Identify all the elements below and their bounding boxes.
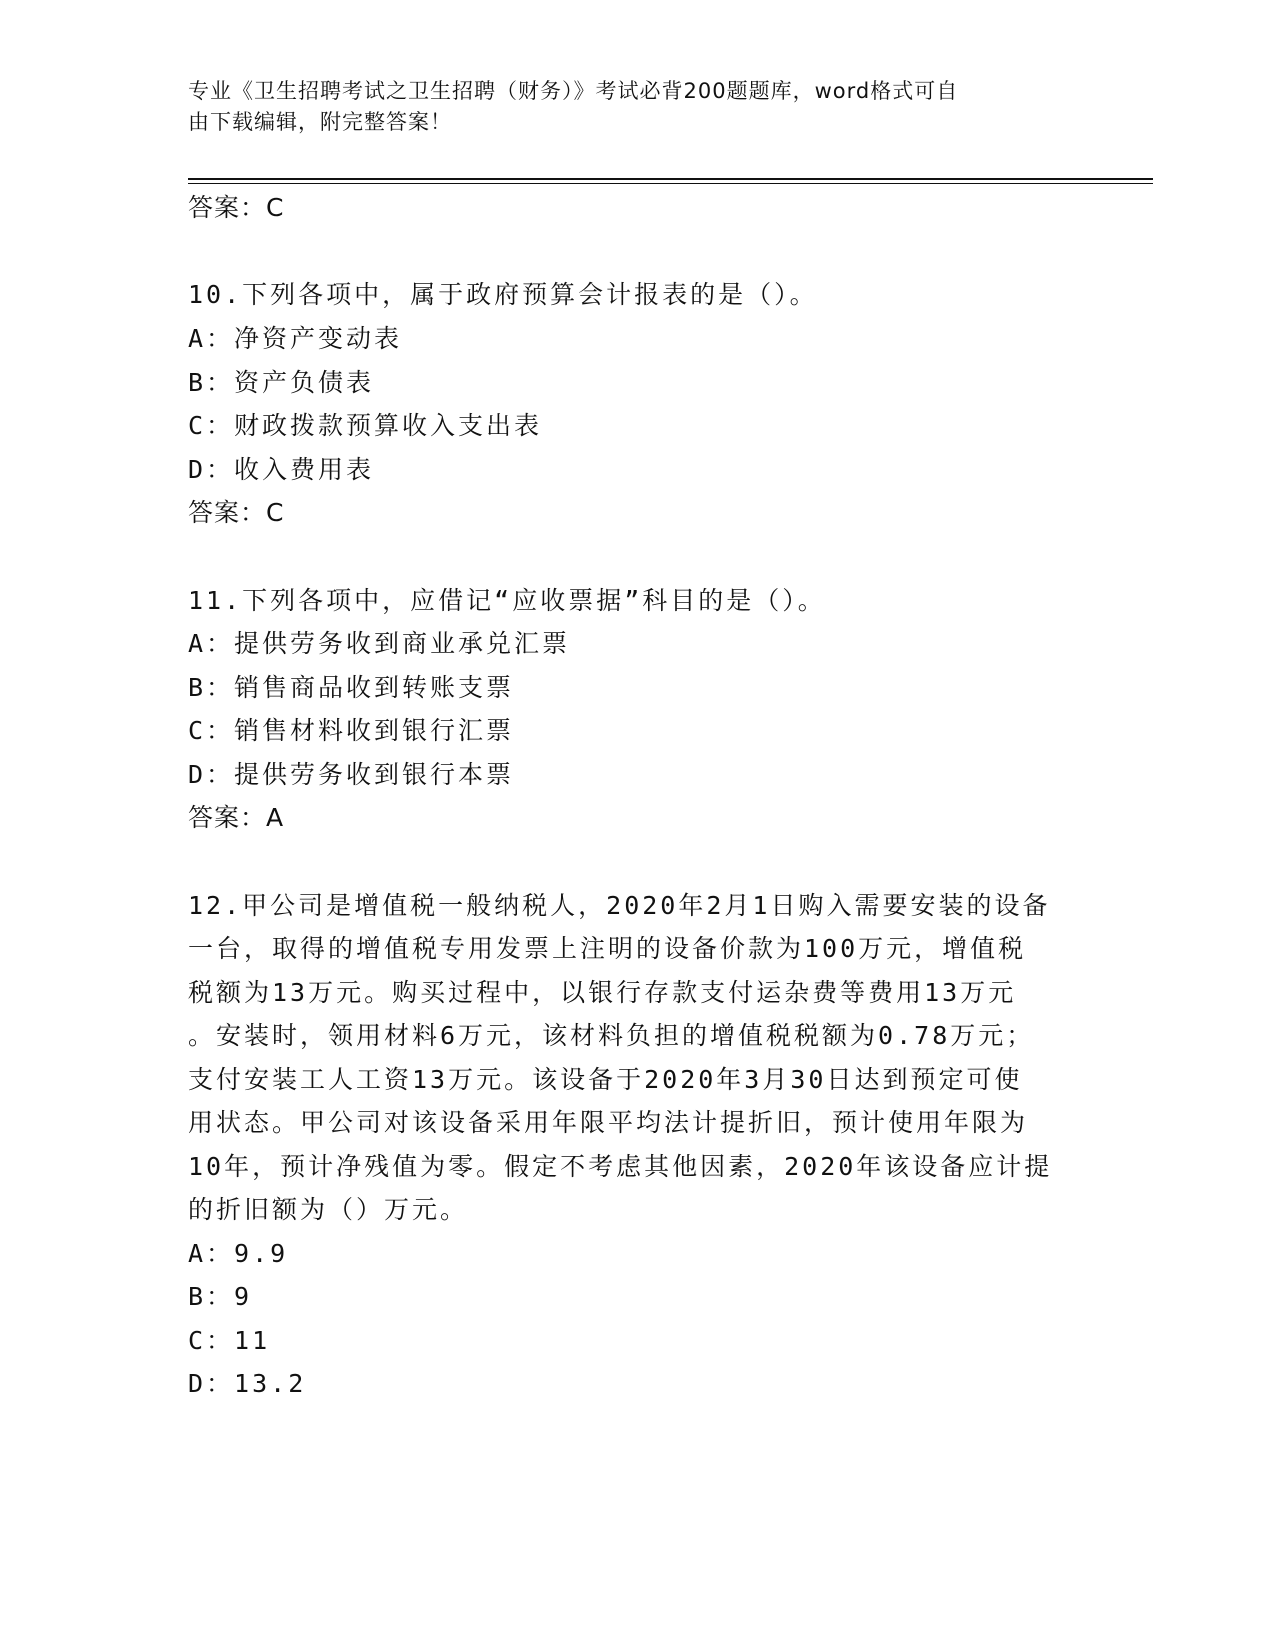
question-12-stem-line-4: 。安装时，领用材料6万元，该材料负担的增值税税额为0.78万元； bbox=[188, 1021, 1035, 1050]
question-10-option-a: A：净资产变动表 bbox=[188, 324, 403, 353]
question-10-option-c: C：财政拨款预算收入支出表 bbox=[188, 411, 543, 440]
header-line-2: 由下载编辑，附完整答案！ bbox=[188, 110, 452, 134]
question-11-option-b: B：销售商品收到转账支票 bbox=[188, 673, 515, 702]
question-12-option-b: B：9 bbox=[188, 1282, 253, 1311]
header-rule-thick bbox=[188, 178, 1153, 180]
question-11-option-d: D：提供劳务收到银行本票 bbox=[188, 760, 515, 789]
question-10-answer: 答案：C bbox=[188, 498, 285, 527]
question-12-stem-line-5: 支付安装工人工资13万元。该设备于2020年3月30日达到预定可使 bbox=[188, 1065, 1023, 1094]
question-10-stem: 10.下列各项中，属于政府预算会计报表的是（）。 bbox=[188, 280, 818, 309]
question-12-stem-line-6: 用状态。甲公司对该设备采用年限平均法计提折旧，预计使用年限为 bbox=[188, 1108, 1029, 1137]
question-12-option-a: A：9.9 bbox=[188, 1239, 289, 1268]
question-12-stem-line-7: 10年，预计净残值为零。假定不考虑其他因素，2020年该设备应计提 bbox=[188, 1152, 1053, 1181]
question-12-option-d: D：13.2 bbox=[188, 1369, 307, 1398]
question-11-option-a: A：提供劳务收到商业承兑汇票 bbox=[188, 629, 571, 658]
question-12-stem-line-3: 税额为13万元。购买过程中，以银行存款支付运杂费等费用13万元 bbox=[188, 978, 1017, 1007]
question-10-option-d: D：收入费用表 bbox=[188, 455, 375, 484]
header-rule-thin bbox=[188, 183, 1153, 184]
question-10-option-b: B：资产负债表 bbox=[188, 368, 375, 397]
question-12-option-c: C：11 bbox=[188, 1326, 271, 1355]
question-12-stem-line-1: 12.甲公司是增值税一般纳税人，2020年2月1日购入需要安装的设备 bbox=[188, 891, 1051, 920]
question-12-stem-line-2: 一台，取得的增值税专用发票上注明的设备价款为100万元，增值税 bbox=[188, 934, 1027, 963]
question-11-stem: 11.下列各项中，应借记“应收票据”科目的是（）。 bbox=[188, 586, 826, 615]
question-12-stem-line-8: 的折旧额为（）万元。 bbox=[188, 1195, 469, 1224]
document-header bbox=[188, 76, 1068, 138]
question-11-answer: 答案：A bbox=[188, 803, 285, 832]
previous-answer: 答案：C bbox=[188, 193, 285, 222]
header-line-1: 专业《卫生招聘考试之卫生招聘（财务）》考试必背200题题库，word格式可自 bbox=[188, 79, 959, 103]
question-11-option-c: C：销售材料收到银行汇票 bbox=[188, 716, 515, 745]
